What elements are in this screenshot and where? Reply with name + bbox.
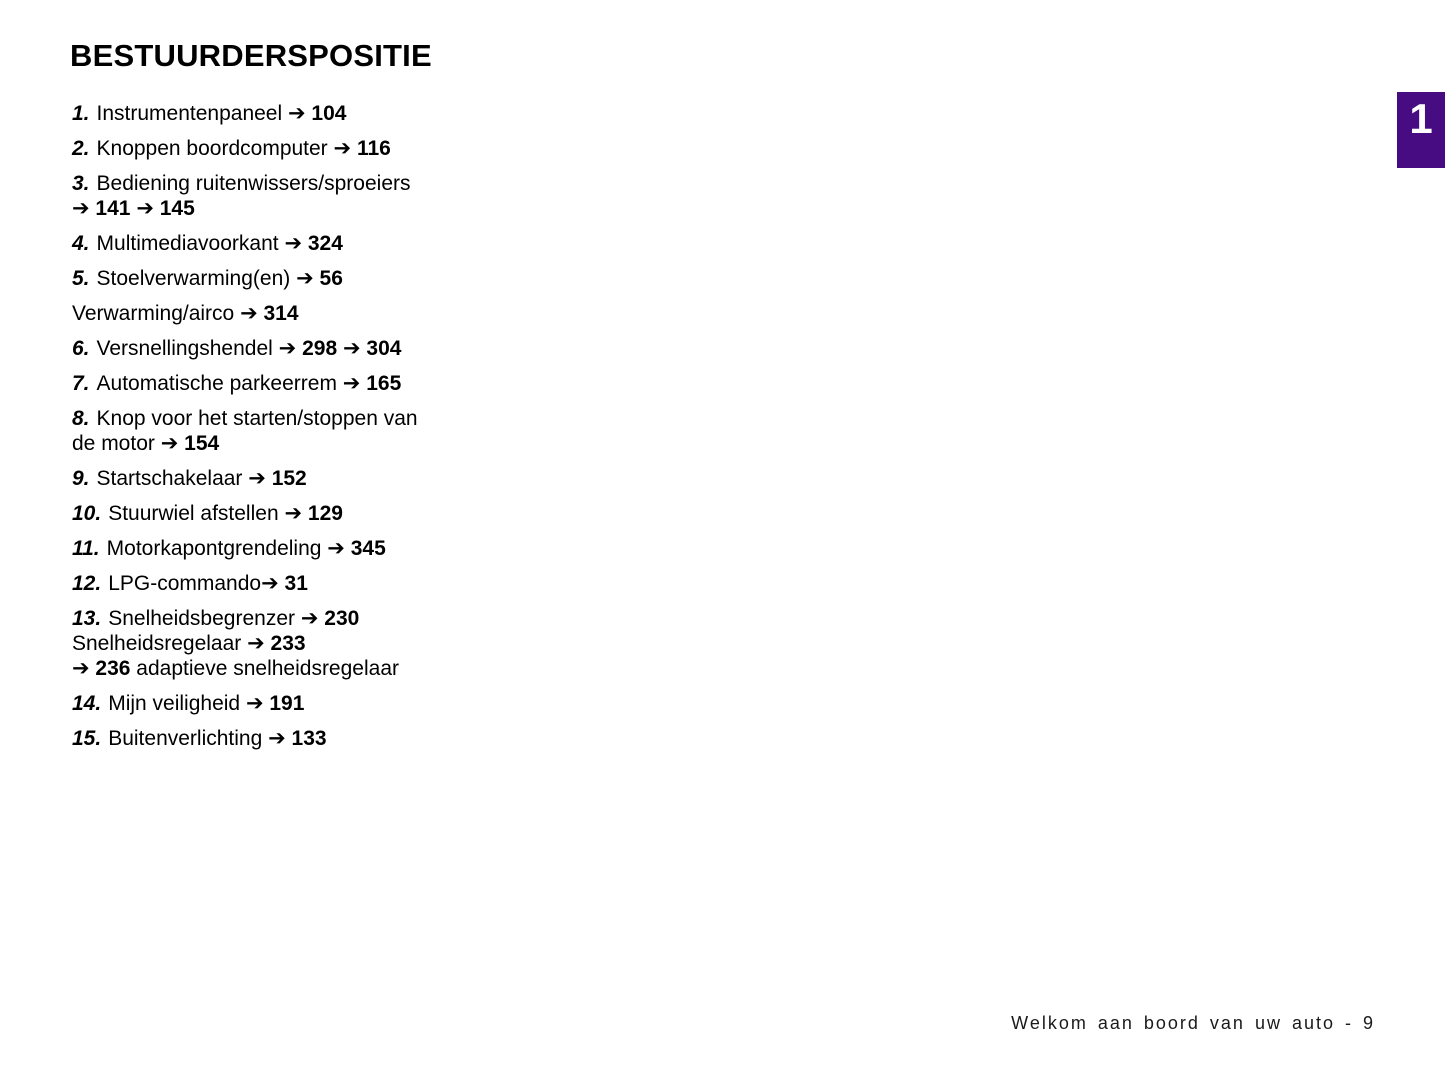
list-item: [72, 371, 592, 396]
item-line: [72, 726, 592, 751]
item-number: 11.: [72, 537, 100, 560]
list-item: [72, 266, 592, 291]
page-ref[interactable]: ➔ 129: [284, 502, 343, 525]
item-line: [72, 371, 592, 396]
item-text: Snelheidsbegrenzer: [108, 607, 301, 630]
item-number: 10.: [72, 502, 102, 525]
page-ref[interactable]: ➔ 116: [333, 137, 391, 160]
item-line: [72, 631, 592, 656]
chapter-tab[interactable]: [1397, 92, 1445, 168]
list-item: [72, 571, 592, 596]
list-item: [72, 536, 592, 561]
item-line: [72, 466, 592, 491]
item-text: Startschakelaar: [96, 467, 249, 490]
item-text: Knoppen boordcomputer: [96, 137, 334, 160]
list-item: [72, 691, 592, 716]
item-text: Versnellingshendel: [96, 337, 279, 360]
item-line: [72, 336, 592, 361]
item-text: Mijn veiligheid: [108, 692, 246, 715]
item-number: 8.: [72, 407, 90, 430]
page-ref[interactable]: ➔ 104: [287, 102, 347, 125]
list-item: [72, 501, 592, 526]
list-item: [72, 231, 592, 256]
list-item: [72, 301, 592, 326]
item-number: 9.: [72, 467, 90, 490]
item-text: Stoelverwarming(en): [96, 267, 297, 290]
item-line: [72, 536, 592, 561]
item-text: Verwarming/airco: [72, 302, 241, 325]
item-number: 15.: [72, 727, 102, 750]
item-text: adaptieve snelheidsregelaar: [130, 657, 399, 680]
item-line: [72, 231, 592, 256]
item-number: 3.: [72, 172, 90, 195]
page-ref[interactable]: ➔ 230: [300, 607, 360, 630]
item-line: [72, 136, 592, 161]
items-list: [72, 101, 592, 761]
item-text: Automatische parkeerrem: [96, 372, 343, 395]
page-ref[interactable]: ➔ 56: [296, 267, 343, 290]
item-text: Bediening ruitenwissers/sproeiers: [96, 172, 411, 195]
list-item: [72, 336, 592, 361]
page-ref[interactable]: ➔ 298: [278, 337, 338, 360]
item-number: 7.: [72, 372, 90, 395]
chapter-tab-number: 1: [1409, 95, 1433, 142]
item-line: [72, 171, 592, 196]
page-ref[interactable]: ➔ 304: [342, 337, 402, 360]
item-line: [72, 406, 592, 431]
item-line: [72, 656, 592, 681]
item-number: 2.: [72, 137, 90, 160]
page-ref[interactable]: ➔ 236: [72, 657, 131, 680]
item-text: de motor: [72, 432, 161, 455]
list-item: [72, 606, 592, 681]
item-line: [72, 266, 592, 291]
item-line: [72, 606, 592, 631]
item-number: 14.: [72, 692, 102, 715]
item-text: LPG-commando: [108, 572, 262, 595]
page-ref[interactable]: ➔ 191: [245, 692, 305, 715]
item-number: 5.: [72, 267, 90, 290]
page-ref[interactable]: ➔ 314: [240, 302, 299, 325]
list-item: [72, 136, 592, 161]
page-title: BESTUURDERSPOSITIE: [70, 38, 432, 73]
item-text: Snelheidsregelaar: [72, 632, 248, 655]
item-text: Motorkapontgrendeling: [106, 537, 328, 560]
item-line: [72, 101, 592, 126]
list-item: [72, 726, 592, 751]
item-line: [72, 196, 592, 221]
item-text: Instrumentenpaneel: [96, 102, 288, 125]
page-ref[interactable]: ➔ 165: [342, 372, 402, 395]
item-text: Multimediavoorkant: [96, 232, 285, 255]
item-text: Stuurwiel afstellen: [108, 502, 285, 525]
item-number: 13.: [72, 607, 102, 630]
page-ref[interactable]: ➔ 324: [284, 232, 343, 255]
page-ref[interactable]: ➔ 145: [136, 197, 195, 220]
item-line: [72, 501, 592, 526]
item-number: 6.: [72, 337, 90, 360]
page-ref[interactable]: ➔ 154: [160, 432, 220, 455]
page-footer: Welkom aan boord van uw auto - 9: [1011, 1013, 1375, 1033]
item-number: 1.: [72, 102, 90, 125]
page-ref[interactable]: ➔ 345: [327, 537, 386, 560]
page-ref[interactable]: ➔ 31: [261, 572, 308, 595]
page-ref[interactable]: ➔ 133: [268, 727, 327, 750]
item-text: Knop voor het starten/stoppen van: [96, 407, 418, 430]
item-text: Buitenverlichting: [108, 727, 269, 750]
list-item: [72, 406, 592, 456]
list-item: [72, 171, 592, 221]
page-ref[interactable]: ➔ 152: [248, 467, 307, 490]
list-item: [72, 466, 592, 491]
page-ref[interactable]: ➔ 141: [72, 197, 131, 220]
list-item: [72, 101, 592, 126]
page-ref[interactable]: ➔ 233: [247, 632, 306, 655]
item-number: 12.: [72, 572, 102, 595]
item-line: [72, 691, 592, 716]
item-line: [72, 571, 592, 596]
item-line: [72, 431, 592, 456]
item-number: 4.: [72, 232, 90, 255]
item-line: [72, 301, 592, 326]
